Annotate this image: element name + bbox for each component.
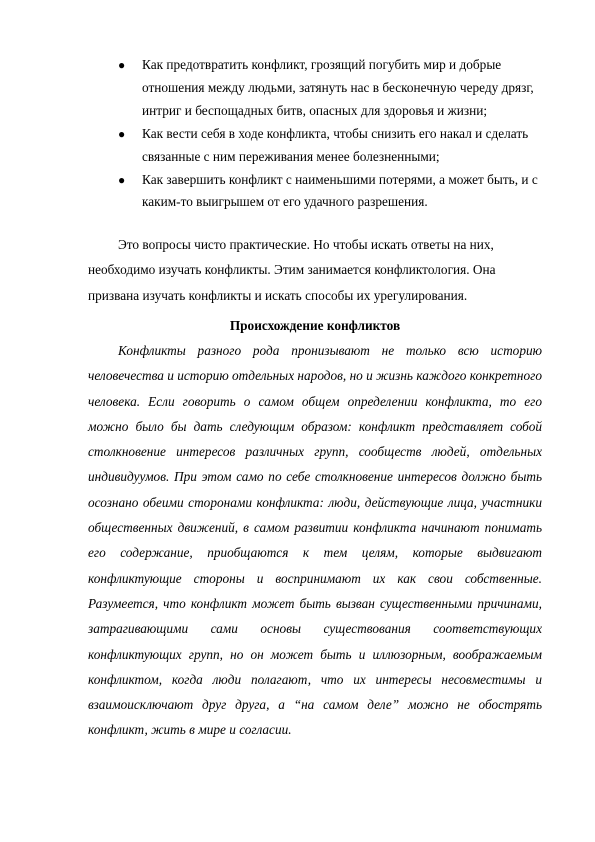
- section-heading: Происхождение конфликтов: [229, 318, 401, 333]
- bullet-icon: ●: [118, 126, 126, 141]
- list-item: [118, 169, 538, 215]
- list-item: [118, 54, 538, 123]
- bullet-text: Как завершить конфликт с наименьшими потерями, а может быть, и с каким-то выигрышем от его удачного разрешения.: [142, 171, 538, 210]
- body-paragraph: Конфликты разного рода пронизывают не только всю историю человечества и историю отдельных народов, но и жизнь каждого конкретного человека. Если говорить о самом общем определении конфликта, то его можно было бы дать следующим образом: конфликт представляет собой столкновение интересов различных групп, сообществ людей, отдельных индивидуумов. При этом само по себе столкновение интересов должно быть осознано обеими сторонами конфликта: люди, действующие лица, участники общественных движений, в самом развитии конфликта начинают понимать его содержание, приобщаются к тем целям, которые выдвигают конфликтующие стороны и воспринимают их как свои собственные. Разумеется, что конфликт может быть вызван существенными причинами, затрагивающими сами основы существования соответствующих конфликтующих групп, но он может быть и иллюзорным, воображаемым конфликтом, когда люди полагают, что их интересы несовместимы и взаимоисключают друг друга, а “на самом деле” можно не обострять конфликт, жить в мире и согласии.: [88, 343, 542, 738]
- bullet-icon: ●: [118, 172, 126, 187]
- intro-paragraph: Это вопросы чисто практические. Но чтобы искать ответы на них, необходимо изучать конфликты. Этим занимается конфликтология. Она призвана изучать конфликты и искать способы их урегулирования.: [88, 237, 496, 303]
- list-item: [118, 123, 538, 169]
- bullet-text: Как предотвратить конфликт, грозящий погубить мир и добрые отношения между людьми, затянуть нас в бесконечную череду дрязг, интриг и беспощадных битв, опасных для здоровья и жизни;: [142, 57, 534, 118]
- bullet-list: [118, 54, 538, 214]
- bullet-icon: ●: [118, 58, 126, 72]
- bullet-text: Как вести себя в ходе конфликта, чтобы снизить его накал и сделать связанные с ним переживания менее болезненными;: [142, 125, 529, 164]
